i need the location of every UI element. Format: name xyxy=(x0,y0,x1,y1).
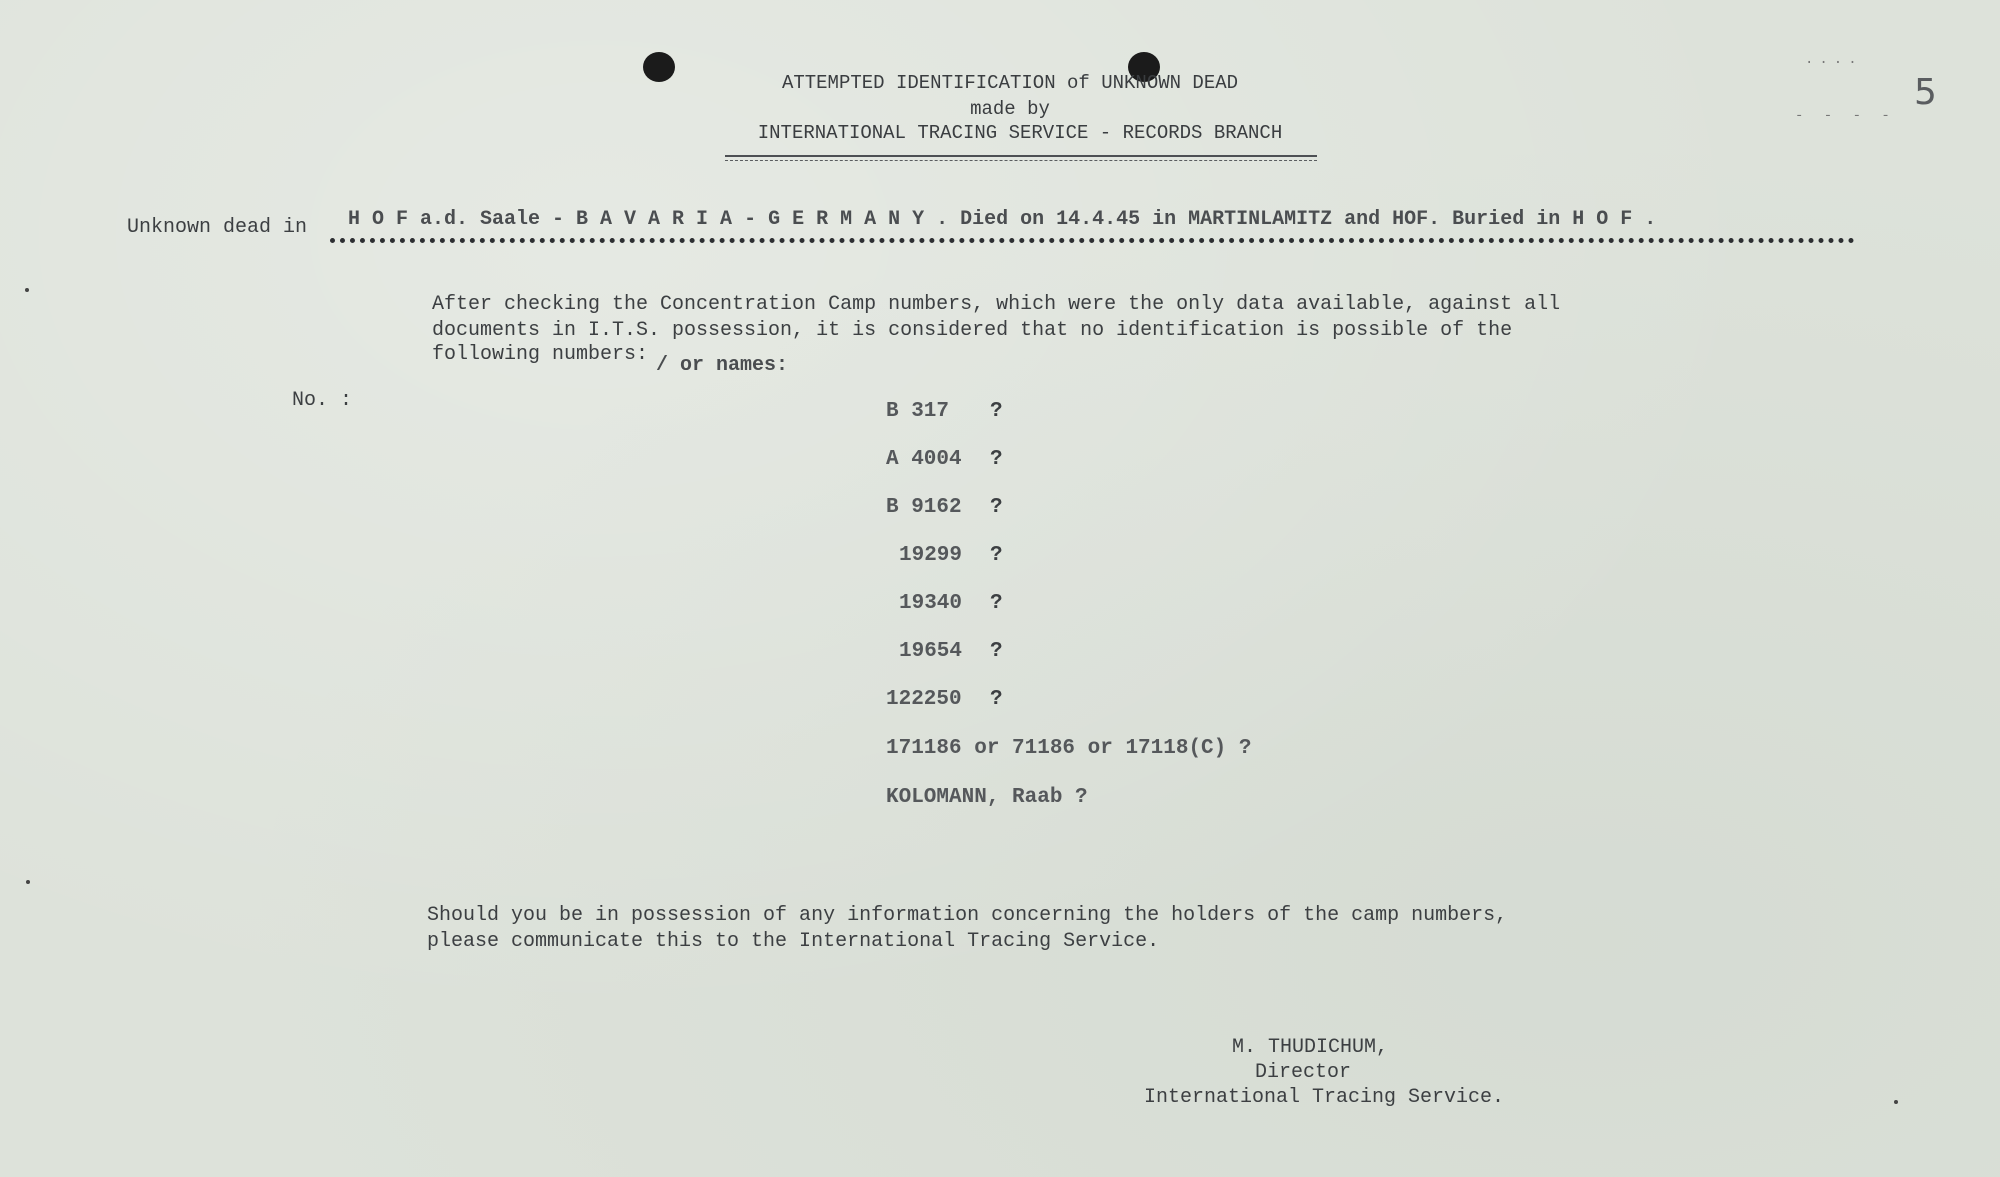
dotted-underline xyxy=(330,238,1855,243)
made-by-line: made by xyxy=(970,98,1050,120)
entry-mark: ? xyxy=(990,448,1003,471)
entry-value: B 317 xyxy=(886,400,950,423)
intro-line-1: After checking the Concentration Camp numbers, which were the only data available, against all xyxy=(432,293,1561,316)
page-number: 5 xyxy=(1914,72,1937,113)
unknown-dead-label: Unknown dead in xyxy=(127,216,308,239)
entry-mark: ? xyxy=(990,400,1003,423)
margin-speck xyxy=(1894,1100,1898,1104)
header-underline xyxy=(725,155,1317,161)
number-label: No. : xyxy=(292,389,353,412)
margin-speck xyxy=(26,880,30,884)
entry-value: 171186 or 71186 or 17118(C) ? xyxy=(886,737,1252,760)
intro-addition: / or names: xyxy=(656,354,789,377)
signatory-name: M. THUDICHUM, xyxy=(1232,1036,1389,1059)
signatory-organization: International Tracing Service. xyxy=(1144,1086,1505,1109)
entry-value: 19299 xyxy=(899,544,963,567)
closing-line-1: Should you be in possession of any information concerning the holders of the camp numbers, xyxy=(427,904,1508,927)
entry-value: B 9162 xyxy=(886,496,962,519)
intro-line-2: documents in I.T.S. possession, it is considered that no identification is possible of the xyxy=(432,319,1513,342)
entry-value: 19340 xyxy=(899,592,963,615)
margin-dots-mid: - - - - xyxy=(1795,108,1896,124)
entry-mark: ? xyxy=(990,688,1003,711)
intro-line-3: following numbers: xyxy=(432,343,649,366)
organization-heading: INTERNATIONAL TRACING SERVICE - RECORDS BRANCH xyxy=(757,122,1283,144)
entry-mark: ? xyxy=(990,544,1003,567)
margin-dots-top: .... xyxy=(1805,52,1863,68)
unknown-dead-details: H O F a.d. Saale - B A V A R I A - G E R M A N Y . Died on 14.4.45 in MARTINLAMITZ and HOF. Buried in H O F . xyxy=(348,208,1657,231)
entry-value: 19654 xyxy=(899,640,963,663)
entry-value: 122250 xyxy=(886,688,962,711)
document-title: ATTEMPTED IDENTIFICATION of UNKNOWN DEAD xyxy=(781,72,1239,94)
margin-speck xyxy=(25,288,29,292)
signatory-title: Director xyxy=(1255,1061,1352,1084)
entry-mark: ? xyxy=(990,496,1003,519)
entry-value: A 4004 xyxy=(886,448,962,471)
entry-mark: ? xyxy=(990,592,1003,615)
entry-mark: ? xyxy=(990,640,1003,663)
closing-line-2: please communicate this to the International Tracing Service. xyxy=(427,930,1160,953)
entry-value: KOLOMANN, Raab ? xyxy=(886,786,1088,809)
